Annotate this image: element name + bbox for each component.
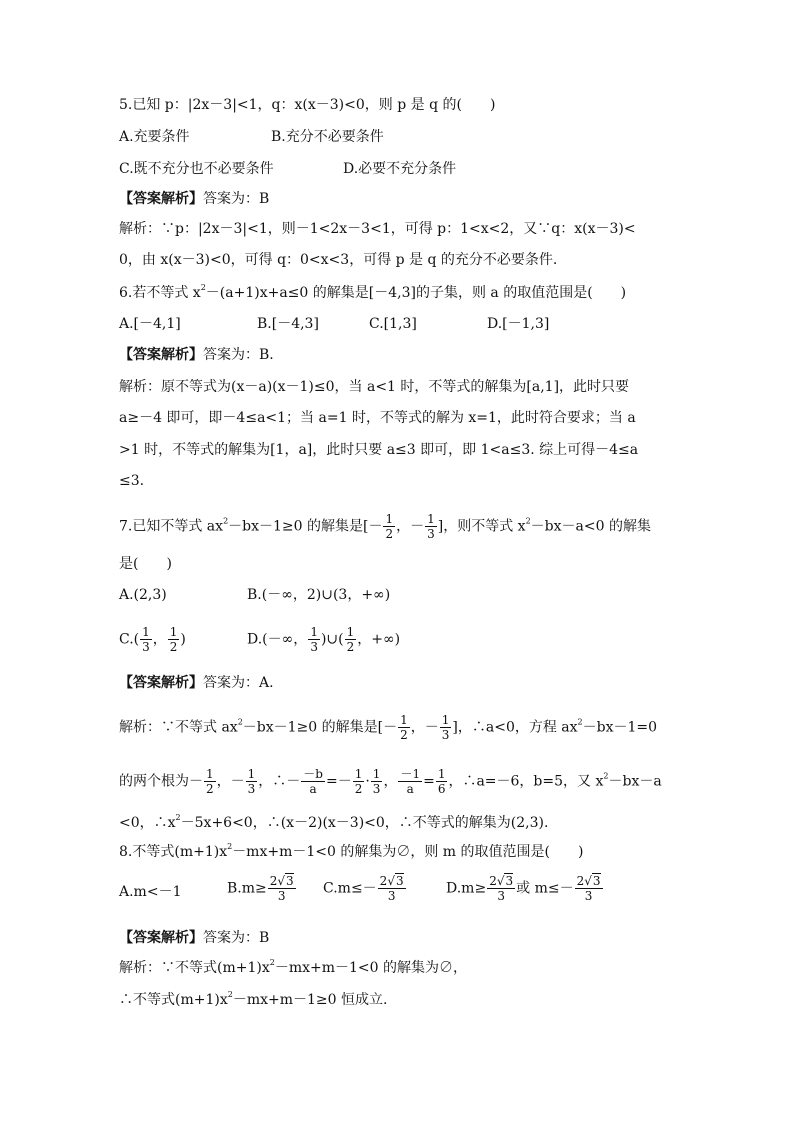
- fraction: $\frac{-1}{a}$: [400, 767, 421, 796]
- q8-option-c: C.m≤－ $\frac{2√3}{3}$: [323, 874, 404, 903]
- fraction: $\frac{1}{6}$: [437, 767, 446, 796]
- fraction: $\frac{1}{3}$: [247, 767, 256, 796]
- answer-heading: 【答案解析】: [119, 191, 203, 207]
- q6-option-a: A.[－4,1]: [119, 316, 181, 332]
- q6-option-b: B.[－4,3]: [257, 316, 319, 332]
- q7-explanation-line-1: 解析：∵不等式 $ax^2-bx-1\ge 0$ 的解集是[－ $\frac{1}{2}$ ，－ $\frac{1}{3}$ ]，∴a<0，方程 $ax^2-bx-1=0$: [119, 713, 658, 742]
- q6-answer: [119, 345, 274, 365]
- q8-answer: [119, 928, 269, 948]
- fraction: $\frac{1}{2}$: [354, 767, 363, 796]
- answer-text: 答案为：B.: [203, 347, 274, 363]
- q7-explanation-line-3: <0，$\therefore x^2-5x+6<0$，∴(x－2)(x－3)<0，∴不等式的解集为(2,3).: [119, 813, 549, 831]
- fraction: $\frac{1}{2}$: [400, 713, 408, 742]
- q5-option-c: C.既不充分也不必要条件: [119, 161, 274, 177]
- q5-explanation-line-2: 0，由 x(x－3)<0，可得 q：0<x<3，可得 p 是 q 的充分不必要条件.: [119, 252, 558, 268]
- fraction: $\frac{1}{2}$: [169, 625, 178, 654]
- q7-stem-line-1: 7.已知不等式 $ax^2-bx-1\ge 0$ 的解集是[－ $\frac{1}{2}$ ，－ $\frac{1}{3}$ ]，则不等式 $x^2-bx-a<0$ 的解集: [119, 512, 651, 541]
- q6-explanation-line-1: 解析：原不等式为(x－a)(x－1)≤0，当 a<1 时，不等式的解集为[a,1]，此时只要: [119, 379, 630, 395]
- q7-answer: [119, 673, 274, 693]
- q8-stem: 8.不等式$(m+1)x^2-mx+m-1<0$ 的解集为∅，则 m 的取值范围是( ): [119, 842, 584, 860]
- q7-option-d: D.(－∞， $\frac{1}{3}$ )∪( $\frac{1}{2}$ ，+∞): [247, 625, 401, 654]
- q5-answer: [119, 189, 269, 209]
- q5-option-d: D.必要不充分条件: [343, 161, 457, 177]
- fraction: $\frac{2√3}{3}$: [379, 874, 404, 903]
- sqrt-sign: √: [277, 874, 286, 888]
- fraction: $\frac{1}{3}$: [441, 713, 450, 742]
- answer-text: 答案为：B: [203, 930, 270, 946]
- fraction: $\frac{2√3}{3}$: [576, 874, 601, 903]
- sqrt-sign: √: [496, 874, 505, 888]
- q6-option-d: D.[－1,3]: [487, 316, 550, 332]
- sqrt-sign: √: [584, 874, 592, 888]
- fraction: $\frac{1}{2}$: [346, 625, 355, 654]
- q7-stem-line-2: 是( ): [119, 556, 172, 572]
- fraction: $\frac{-b}{a}$: [303, 767, 323, 796]
- q5-option-b: B.充分不必要条件: [271, 129, 384, 145]
- fraction: $\frac{2√3}{3}$: [269, 874, 294, 903]
- q8-explanation-line-1: 解析：∵不等式$(m+1)x^2-mx+m-1<0$ 的解集为∅，: [119, 958, 467, 976]
- q7-option-b: B.(－∞，2)∪(3，+∞): [247, 587, 391, 603]
- sqrt-sign: √: [387, 874, 395, 888]
- q8-option-d: D.m≥ $\frac{2√3}{3}$ 或 m≤－ $\frac{2√3}{3}$: [446, 874, 601, 903]
- answer-heading: 【答案解析】: [119, 675, 203, 691]
- q5-stem: 5.已知 p：|2x－3|<1，q：x(x－3)<0，则 p 是 q 的( ): [119, 97, 496, 113]
- fraction: $\frac{1}{3}$: [372, 767, 381, 796]
- q5-option-a: A.充要条件: [119, 129, 190, 145]
- q5-explanation-line-1: 解析：∵p：|2x－3|<1，则－1<2x－3<1，可得 p：1<x<2，又∵q：x(x－3)<: [119, 221, 636, 237]
- answer-heading: 【答案解析】: [119, 347, 203, 363]
- fraction: $\frac{1}{3}$: [310, 625, 318, 654]
- fraction: $\frac{1}{2}$: [385, 512, 394, 541]
- fraction: $\frac{2√3}{3}$: [489, 874, 514, 903]
- q6-option-c: C.[1,3]: [369, 316, 417, 332]
- q8-option-a: A.m<－1: [119, 884, 182, 900]
- q8-option-b: B.m≥ $\frac{2√3}{3}$: [227, 874, 294, 903]
- q6-explanation-line-4: ≤3.: [119, 473, 145, 489]
- q8-explanation-line-2: ∴不等式$(m+1)x^2-mx+m-1\ge 0$ 恒成立.: [119, 990, 388, 1008]
- q6-explanation-line-2: a≥－4 即可，即－4≤a<1；当 a=1 时，不等式的解为 x=1，此时符合要求；当 a: [119, 410, 636, 426]
- answer-text: 答案为：A.: [203, 675, 274, 691]
- q7-option-a: A.(2,3): [119, 587, 167, 603]
- q7-option-c: C.( $\frac{1}{3}$ ， $\frac{1}{2}$ ): [119, 625, 186, 654]
- fraction: $\frac{1}{2}$: [206, 767, 214, 796]
- q7-explanation-line-2: 的两个根为－ $\frac{1}{2}$ ，－ $\frac{1}{3}$ ，∴－ $\frac{-b}{a}$ =－ $\frac{1}{2}$ · $\frac{1}{3}$ ， $\frac{-1}{a}$ = $\frac{1}{6}$ ，∴a=－6，b=5，又 $x^2-bx-a$: [119, 767, 662, 796]
- fraction: $\frac{1}{3}$: [142, 625, 150, 654]
- q6-stem: 6.若不等式 $x^2-(a+1)x+a\le 0$ 的解集是[－4,3]的子集，则 a 的取值范围是( ): [119, 283, 627, 301]
- q6-explanation-line-3: >1 时，不等式的解集为[1，a]，此时只要 a≤3 即可，即 1<a≤3. 综上可得－4≤a: [119, 442, 639, 458]
- fraction: $\frac{1}{3}$: [427, 512, 435, 541]
- answer-text: 答案为：B: [203, 191, 270, 207]
- answer-heading: 【答案解析】: [119, 930, 203, 946]
